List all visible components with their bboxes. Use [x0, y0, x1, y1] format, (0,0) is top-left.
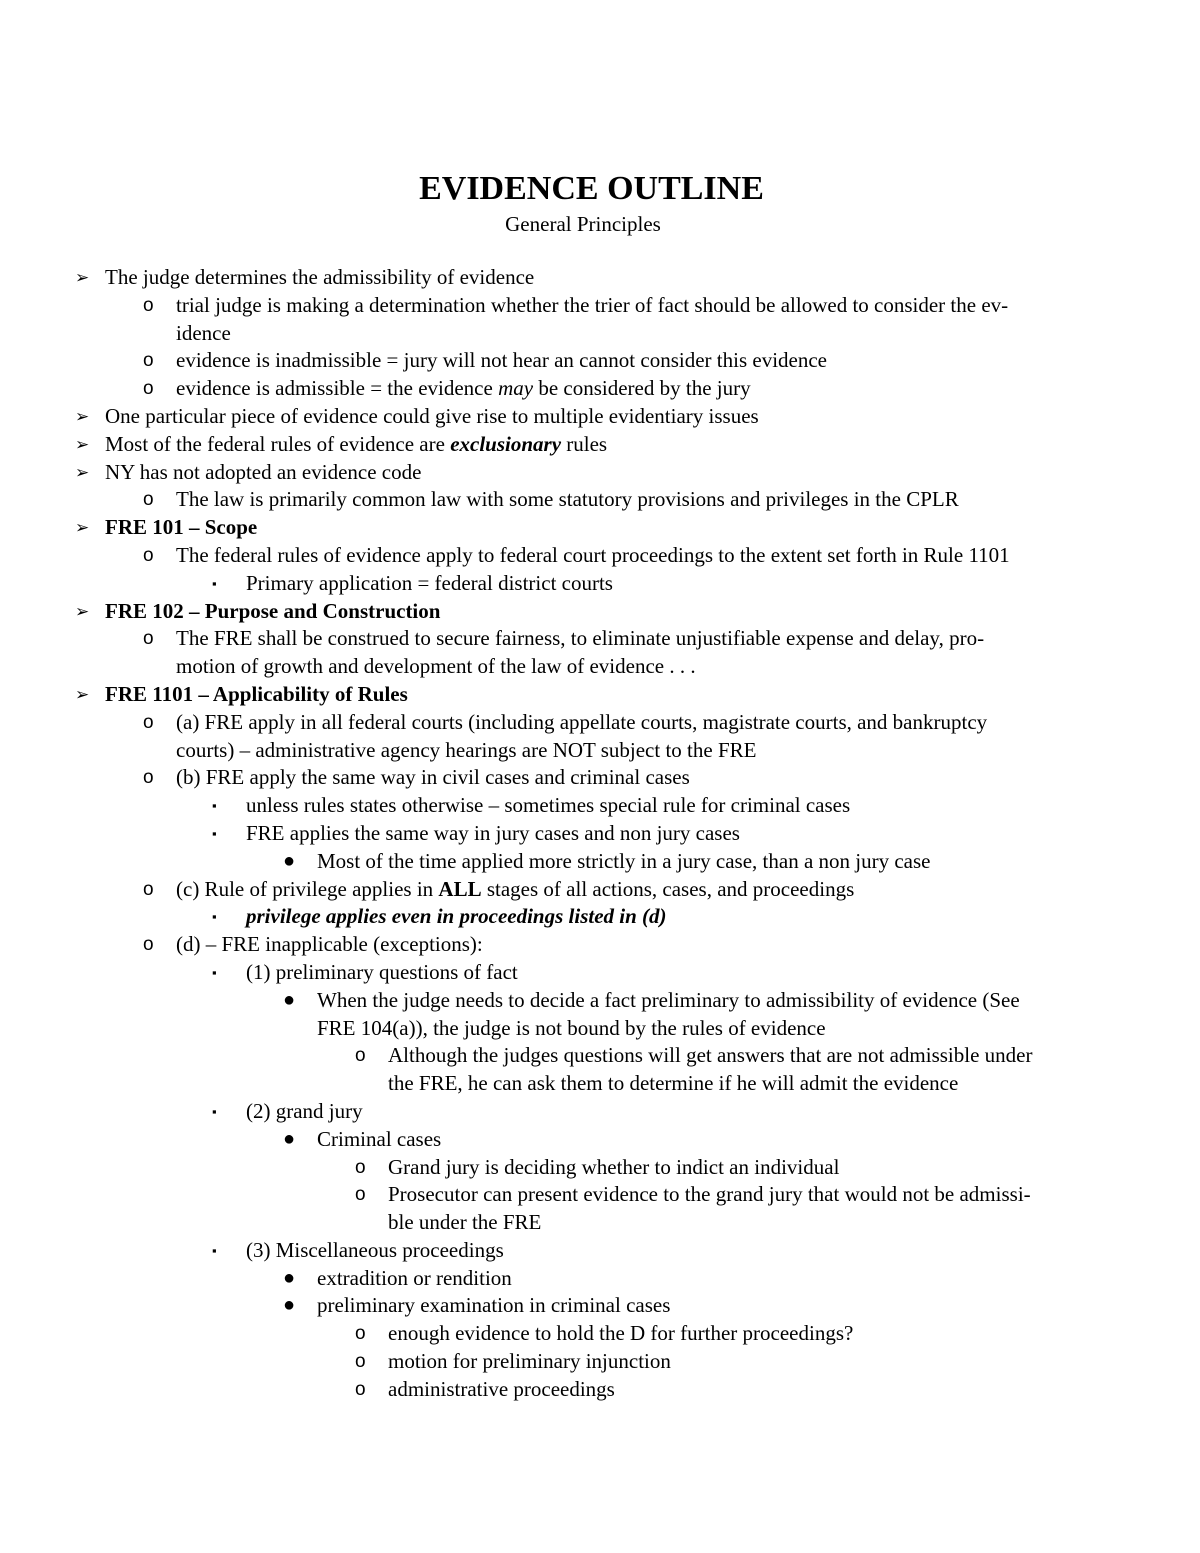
- item-text: FRE 104(a)), the judge is not bound by the rules of evidence: [317, 1015, 826, 1040]
- text-run: evidence is admissible = the evidence: [176, 376, 499, 401]
- square-bullet-icon: ▪: [212, 575, 217, 591]
- outline-item: [0, 542, 1200, 570]
- outline-item: [0, 1320, 1200, 1348]
- item-text: administrative proceedings: [388, 1376, 615, 1401]
- arrow-bullet-icon: ➢: [75, 434, 90, 454]
- arrow-bullet-icon: ➢: [75, 268, 90, 287]
- circle-bullet-icon: o: [355, 1378, 366, 1400]
- circle-bullet-icon: o: [355, 1351, 366, 1373]
- heading-fre-1101: FRE 1101 – Applicability of Rules: [105, 681, 408, 706]
- item-text: Although the judges questions will get answers that are not admissible under: [388, 1043, 1033, 1068]
- item-text: The judge determines the admissibility of evidence: [105, 265, 535, 289]
- arrow-bullet-icon: ➢: [75, 462, 90, 482]
- circle-bullet-icon: o: [143, 489, 154, 511]
- circle-bullet-icon: o: [143, 934, 154, 956]
- outline-item: [0, 1042, 1200, 1070]
- outline-item: [0, 848, 1200, 876]
- item-text: NY has not adopted an evidence code: [105, 459, 422, 484]
- outline-heading: [0, 514, 1200, 542]
- item-text: extradition or rendition: [317, 1265, 512, 1290]
- item-text: FRE applies the same way in jury cases and non jury cases: [246, 820, 740, 845]
- item-text: The FRE shall be construed to secure fairness, to eliminate unjustifiable expense and delay, pro-: [176, 626, 985, 651]
- outline-item: [0, 625, 1200, 653]
- outline-body: [0, 264, 1200, 1404]
- item-text: [105, 431, 607, 459]
- outline-item: [0, 264, 1200, 292]
- heading-fre-102: FRE 102 – Purpose and Construction: [105, 598, 441, 623]
- outline-item: [0, 347, 1200, 375]
- circle-bullet-icon: o: [143, 878, 154, 900]
- outline-item-continued: [0, 737, 1200, 765]
- circle-bullet-icon: o: [143, 294, 154, 316]
- outline-item: [0, 570, 1200, 598]
- outline-item: [0, 792, 1200, 820]
- item-text: enough evidence to hold the D for further proceedings?: [388, 1321, 854, 1346]
- square-bullet-icon: ▪: [212, 964, 217, 980]
- emphasis-text: ALL: [438, 876, 482, 901]
- item-text: Most of the time applied more strictly in a jury case, than a non jury case: [317, 848, 931, 873]
- text-run: stages of all actions, cases, and proceedings: [481, 876, 855, 901]
- outline-item-continued: [0, 1209, 1200, 1237]
- dot-bullet-icon: ●: [283, 1266, 296, 1289]
- item-text: courts) – administrative agency hearings are NOT subject to the FRE: [176, 737, 757, 762]
- item-text: the FRE, he can ask them to determine if he will admit the evidence: [388, 1071, 959, 1096]
- item-text: unless rules states otherwise – sometimes special rule for criminal cases: [246, 793, 851, 818]
- outline-item: [0, 1181, 1200, 1209]
- item-text: (a) FRE apply in all federal courts (including appellate courts, magistrate courts, and bankruptcy: [176, 709, 988, 734]
- outline-item: [0, 709, 1200, 737]
- page-subtitle: General Principles: [505, 212, 661, 236]
- item-text: privilege applies even in proceedings listed in (d): [246, 904, 667, 929]
- circle-bullet-icon: o: [143, 628, 154, 650]
- outline-item: [0, 903, 1200, 931]
- outline-item: [0, 764, 1200, 792]
- outline-heading: [0, 598, 1200, 626]
- outline-item: [0, 1265, 1200, 1293]
- outline-item: [0, 876, 1200, 904]
- item-text: idence: [176, 320, 231, 345]
- outline-item: [0, 1292, 1200, 1320]
- arrow-bullet-icon: ➢: [75, 601, 90, 621]
- circle-bullet-icon: o: [143, 544, 154, 566]
- item-text: (b) FRE apply the same way in civil cases and criminal cases: [176, 765, 690, 790]
- item-text: [176, 375, 751, 403]
- outline-item: [0, 459, 1200, 487]
- dot-bullet-icon: ●: [283, 849, 296, 872]
- text-run: (c) Rule of privilege applies in: [176, 876, 439, 901]
- emphasis-text: exclusionary: [450, 431, 562, 456]
- item-text: [176, 876, 854, 904]
- square-bullet-icon: ▪: [212, 825, 217, 841]
- item-text: Prosecutor can present evidence to the grand jury that would not be admissi-: [388, 1182, 1031, 1207]
- circle-bullet-icon: o: [355, 1045, 366, 1067]
- outline-item: [0, 375, 1200, 403]
- emphasis-text: may: [498, 376, 534, 401]
- item-text: preliminary examination in criminal cases: [317, 1293, 671, 1318]
- outline-item: [0, 403, 1200, 431]
- outline-item: [0, 1348, 1200, 1376]
- outline-item: [0, 1126, 1200, 1154]
- circle-bullet-icon: o: [143, 378, 154, 400]
- outline-item-continued: [0, 1070, 1200, 1098]
- item-text: ble under the FRE: [388, 1210, 542, 1235]
- outline-item: [0, 292, 1200, 320]
- square-bullet-icon: ▪: [212, 1103, 217, 1119]
- circle-bullet-icon: o: [355, 1184, 366, 1206]
- outline-item: [0, 1154, 1200, 1182]
- outline-item-continued: [0, 320, 1200, 348]
- arrow-bullet-icon: ➢: [75, 518, 90, 538]
- text-run: be considered by the jury: [533, 376, 751, 401]
- circle-bullet-icon: o: [143, 767, 154, 789]
- heading-fre-101: FRE 101 – Scope: [105, 515, 258, 540]
- item-text: Primary application = federal district courts: [246, 570, 613, 595]
- item-text: (2) grand jury: [246, 1098, 363, 1123]
- square-bullet-icon: ▪: [212, 798, 217, 814]
- dot-bullet-icon: ●: [283, 988, 296, 1011]
- item-text: Grand jury is deciding whether to indict an individual: [388, 1154, 840, 1179]
- outline-item: [0, 431, 1200, 459]
- outline-item: [0, 987, 1200, 1015]
- item-text: When the judge needs to decide a fact preliminary to admissibility of evidence (See: [317, 987, 1020, 1012]
- square-bullet-icon: ▪: [212, 909, 217, 925]
- page-title: EVIDENCE OUTLINE: [419, 170, 764, 207]
- outline-item: [0, 1376, 1200, 1404]
- outline-item-continued: [0, 653, 1200, 681]
- item-text: motion of growth and development of the law of evidence . . .: [176, 654, 696, 679]
- item-text: One particular piece of evidence could give rise to multiple evidentiary issues: [105, 403, 759, 428]
- item-text: The law is primarily common law with some statutory provisions and privileges in the CPLR: [176, 487, 959, 512]
- square-bullet-icon: ▪: [212, 1242, 217, 1258]
- arrow-bullet-icon: ➢: [75, 406, 90, 426]
- item-text: evidence is inadmissible = jury will not hear an cannot consider this evidence: [176, 348, 827, 373]
- item-text: motion for preliminary injunction: [388, 1349, 671, 1374]
- item-text: The federal rules of evidence apply to federal court proceedings to the extent set forth in Rule 1101: [176, 542, 1010, 567]
- outline-item: [0, 486, 1200, 514]
- text-run: Most of the federal rules of evidence are: [105, 431, 451, 456]
- outline-heading: [0, 681, 1200, 709]
- circle-bullet-icon: o: [143, 711, 154, 733]
- outline-item: [0, 931, 1200, 959]
- outline-item: [0, 1237, 1200, 1265]
- circle-bullet-icon: o: [355, 1156, 366, 1178]
- circle-bullet-icon: o: [143, 350, 154, 372]
- item-text: (1) preliminary questions of fact: [246, 959, 518, 984]
- outline-item: [0, 820, 1200, 848]
- item-text: trial judge is making a determination whether the trier of fact should be allowed to consider the ev-: [176, 292, 1009, 317]
- text-run: rules: [561, 431, 608, 456]
- item-text: (d) – FRE inapplicable (exceptions):: [176, 932, 483, 957]
- dot-bullet-icon: ●: [283, 1127, 296, 1150]
- circle-bullet-icon: o: [355, 1323, 366, 1345]
- outline-item: [0, 959, 1200, 987]
- arrow-bullet-icon: ➢: [75, 684, 90, 704]
- outline-item-continued: [0, 1015, 1200, 1043]
- dot-bullet-icon: ●: [283, 1294, 296, 1317]
- outline-item: [0, 1098, 1200, 1126]
- item-text: Criminal cases: [317, 1126, 442, 1151]
- item-text: (3) Miscellaneous proceedings: [246, 1237, 504, 1262]
